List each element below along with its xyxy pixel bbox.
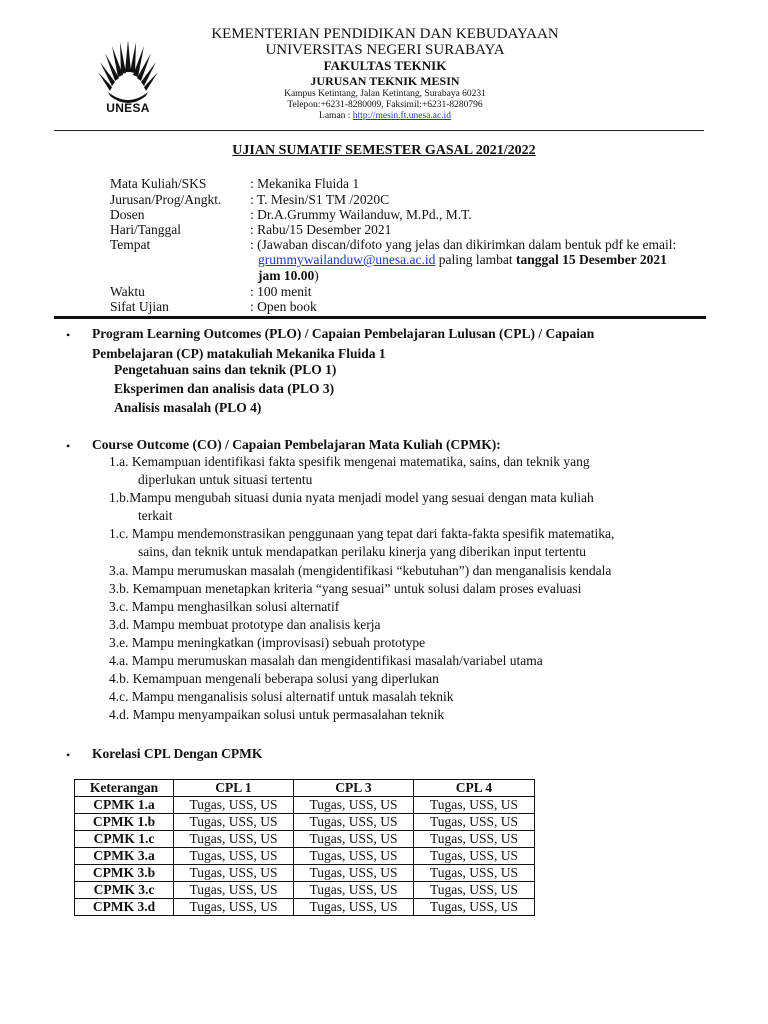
info-label: Tempat — [110, 237, 151, 252]
plo-title — [92, 324, 712, 364]
table-cell: Tugas, USS, US — [294, 865, 414, 882]
web-link[interactable]: http://mesin.ft.unesa.ac.id — [352, 111, 451, 121]
bullet-icon: • — [66, 439, 71, 453]
table-cell: CPMK 1.c — [75, 831, 174, 848]
correlation-title: Korelasi CPL Dengan CPMK — [92, 746, 263, 761]
table-cell: Tugas, USS, US — [174, 797, 294, 814]
place-mid: paling lambat — [435, 252, 516, 267]
table-row — [75, 814, 535, 831]
table-cell: Tugas, USS, US — [294, 831, 414, 848]
table-cell: CPMK 3.a — [75, 848, 174, 865]
table-cell: CPMK 1.b — [75, 814, 174, 831]
info-place-cont — [258, 252, 708, 268]
table-cell: Tugas, USS, US — [294, 882, 414, 899]
table-cell: Tugas, USS, US — [174, 882, 294, 899]
address-line: Kampus Ketintang, Jalan Ketintang, Surabaya 60231 — [284, 89, 486, 99]
info-label: Sifat Ujian — [110, 299, 169, 314]
info-divider — [54, 316, 706, 319]
table-cell: Tugas, USS, US — [294, 797, 414, 814]
plo-item: Pengetahuan sains dan teknik (PLO 1) — [114, 362, 337, 377]
exam-title: UJIAN SUMATIF SEMESTER GASAL 2021/2022 — [232, 143, 536, 158]
table-cell: Tugas, USS, US — [174, 848, 294, 865]
table-cell: Tugas, USS, US — [414, 831, 535, 848]
table-cell: Tugas, USS, US — [414, 865, 535, 882]
info-label: Jurusan/Prog/Angkt. — [110, 192, 222, 207]
co-item-cont: sains, dan teknik untuk mendapatkan perilaku kinerja yang diberikan input tertentu — [138, 544, 586, 559]
plo-item: Analisis masalah (PLO 4) — [114, 400, 262, 415]
place-deadline: tanggal 15 Desember 2021 — [516, 252, 667, 267]
table-cell: Tugas, USS, US — [414, 797, 535, 814]
department-name: JURUSAN TEKNIK MESIN — [310, 74, 460, 88]
table-cell: CPMK 3.c — [75, 882, 174, 899]
co-item: 1.c. Mampu mendemonstrasikan penggunaan yang tepat dari fakta-fakta spesifik matematika, — [109, 526, 615, 541]
table-cell: Tugas, USS, US — [414, 848, 535, 865]
co-item: 3.a. Mampu merumuskan masalah (mengidentifikasi “kebutuhan”) dan menganalisis kendala — [109, 563, 612, 578]
co-item: 3.e. Mampu meningkatkan (improvisasi) sebuah prototype — [109, 635, 426, 650]
co-item: 3.c. Mampu menghasilkan solusi alternatif — [109, 599, 340, 614]
info-label: Mata Kuliah/SKS — [110, 176, 207, 191]
table-header-cell: CPL 3 — [294, 780, 414, 797]
co-item: 4.b. Kemampuan mengenali beberapa solusi yang diperlukan — [109, 671, 439, 686]
table-header-cell: CPL 1 — [174, 780, 294, 797]
plo-title-line1: Program Learning Outcomes (PLO) / Capaian Pembelajaran Lulusan (CPL) / Capaian — [92, 326, 595, 341]
co-item-cont: diperlukan untuk situasi tertentu — [138, 472, 313, 487]
co-item: 4.c. Mampu menganalisis solusi alternatif untuk masalah teknik — [109, 689, 454, 704]
table-cell: Tugas, USS, US — [294, 848, 414, 865]
correlation-table — [74, 779, 535, 916]
table-row — [75, 899, 535, 916]
table-header-cell: Keterangan — [75, 780, 174, 797]
info-value: : Open book — [250, 299, 317, 314]
bullet-icon: • — [66, 328, 71, 342]
web-line — [150, 111, 620, 121]
table-cell: Tugas, USS, US — [174, 865, 294, 882]
table-cell: Tugas, USS, US — [174, 831, 294, 848]
place-close: ) — [314, 268, 319, 283]
table-header-cell: CPL 4 — [414, 780, 535, 797]
co-item: 1.a. Kemampuan identifikasi fakta spesifik mengenai matematika, sains, dan teknik yang — [109, 454, 590, 469]
header-divider — [54, 130, 704, 131]
ministry-name: KEMENTERIAN PENDIDIKAN DAN KEBUDAYAAN — [211, 26, 559, 42]
table-row — [75, 865, 535, 882]
info-label: Hari/Tanggal — [110, 222, 182, 237]
co-item: 4.a. Mampu merumuskan masalah dan mengidentifikasi masalah/variabel utama — [109, 653, 543, 668]
table-cell: CPMK 3.b — [75, 865, 174, 882]
table-row — [75, 831, 535, 848]
info-value: : Mekanika Fluida 1 — [250, 176, 360, 191]
info-value: : T. Mesin/S1 TM /2020C — [250, 192, 390, 207]
table-cell: Tugas, USS, US — [294, 814, 414, 831]
faculty-name: FAKULTAS TEKNIK — [323, 58, 447, 73]
co-item: 3.d. Mampu membuat prototype dan analisis kerja — [109, 617, 381, 632]
plo-title-line2: Pembelajaran (CP) matakuliah Mekanika Fluida 1 — [92, 346, 386, 361]
table-cell: Tugas, USS, US — [174, 899, 294, 916]
table-cell: Tugas, USS, US — [414, 882, 535, 899]
info-label: Waktu — [110, 284, 145, 299]
place-deadline-time: jam 10.00 — [258, 268, 315, 283]
table-cell: Tugas, USS, US — [174, 814, 294, 831]
co-item: 4.d. Mampu menyampaikan solusi untuk permasalahan teknik — [109, 707, 445, 722]
info-label: Dosen — [110, 207, 145, 222]
table-row — [75, 882, 535, 899]
table-cell: CPMK 1.a — [75, 797, 174, 814]
co-item-cont: terkait — [138, 508, 173, 523]
info-value: : Dr.A.Grummy Wailanduw, M.Pd., M.T. — [250, 207, 472, 222]
info-value: : Rabu/15 Desember 2021 — [250, 222, 392, 237]
table-header-row — [75, 780, 535, 797]
web-label: Laman : — [319, 111, 353, 121]
info-value: : 100 menit — [250, 284, 312, 299]
co-title: Course Outcome (CO) / Capaian Pembelajaran Mata Kuliah (CPMK): — [92, 437, 501, 452]
table-cell: Tugas, USS, US — [294, 899, 414, 916]
table-row — [75, 797, 535, 814]
info-place-cont2 — [258, 268, 319, 284]
logo-text: UNESA — [106, 101, 150, 115]
email-link[interactable]: grummywailanduw@unesa.ac.id — [258, 252, 436, 267]
table-row — [75, 848, 535, 865]
university-name: UNIVERSITAS NEGERI SURABAYA — [265, 42, 505, 58]
co-item: 3.b. Kemampuan menetapkan kriteria “yang sesuai” untuk solusi dalam proses evaluasi — [109, 581, 582, 596]
bullet-icon: • — [66, 748, 71, 762]
table-cell: CPMK 3.d — [75, 899, 174, 916]
table-cell: Tugas, USS, US — [414, 814, 535, 831]
plo-item: Eksperimen dan analisis data (PLO 3) — [114, 381, 335, 396]
info-value: : (Jawaban discan/difoto yang jelas dan dikirimkan dalam bentuk pdf ke email: — [250, 237, 677, 252]
table-cell: Tugas, USS, US — [414, 899, 535, 916]
phone-line: Telepon:+6231-8280009, Faksimil:+6231-8280796 — [287, 100, 483, 110]
co-item: 1.b.Mampu mengubah situasi dunia nyata menjadi model yang sesuai dengan mata kuliah — [109, 490, 594, 505]
